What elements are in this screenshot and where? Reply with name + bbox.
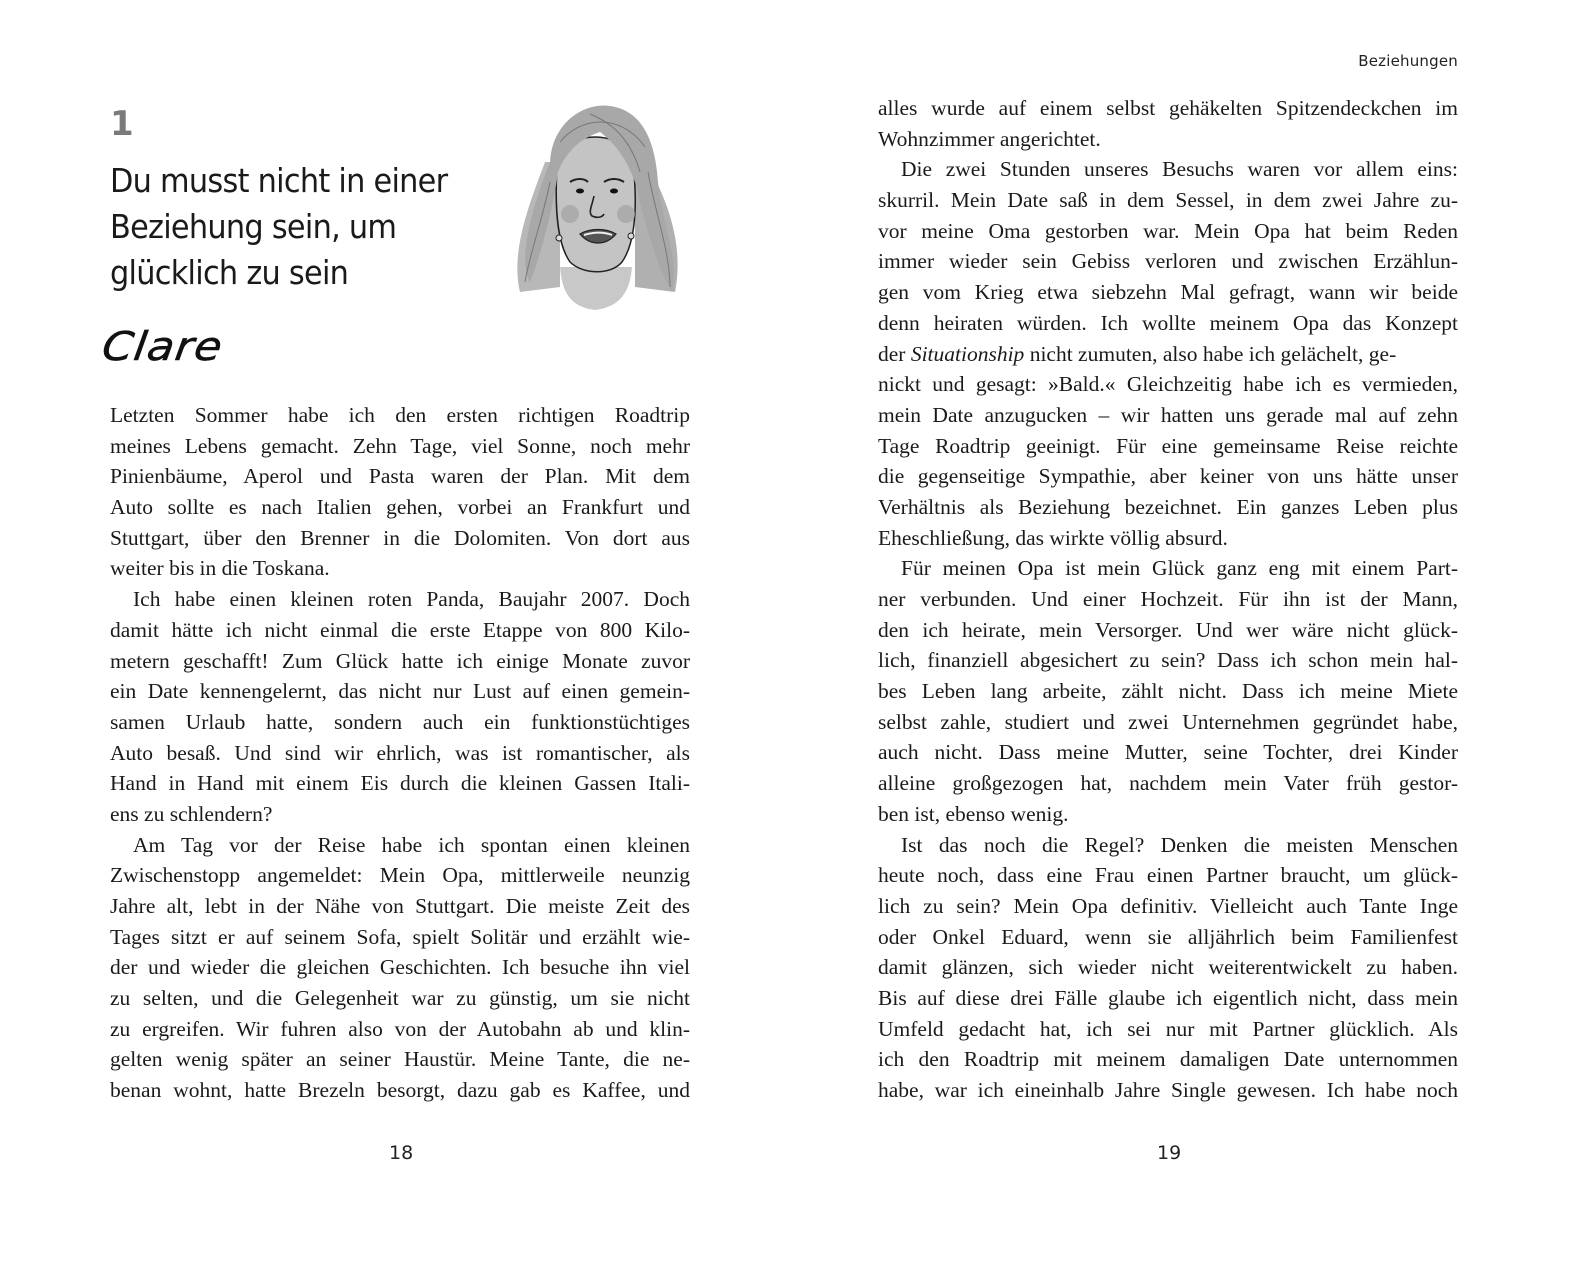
text-line: den ich heirate, mein Versorger. Und wer wäre nicht glück- bbox=[878, 617, 1458, 642]
chapter-title-line: Beziehung sein, um bbox=[110, 207, 397, 246]
text-line: Auto besaß. Und sind wir ehrlich, was ist romantischer, als bbox=[110, 740, 690, 765]
chapter-title-line: glücklich zu sein bbox=[110, 253, 349, 292]
text-line: benan wohnt, hatte Brezeln besorgt, dazu gab es Kaffee, und bbox=[110, 1078, 690, 1103]
text-line: lich, finanziell abgesichert zu sein? Dass ich schon mein hal- bbox=[878, 648, 1458, 673]
woman-portrait-icon bbox=[490, 92, 700, 312]
body-text bbox=[110, 400, 690, 1106]
text-line: metern geschafft! Zum Glück hatte ich einige Monate zuvor bbox=[110, 648, 690, 673]
text-line: Zwischenstopp angemeldet: Mein Opa, mittlerweile neunzig bbox=[110, 863, 690, 888]
text-line bbox=[878, 339, 1458, 370]
text-segment: nicht zumuten, also habe ich gelächelt, ge- bbox=[1024, 341, 1397, 366]
text-line: gen vom Krieg etwa siebzehn Mal gefragt, wann wir beide bbox=[878, 280, 1458, 305]
text-line: auch nicht. Dass meine Mutter, seine Tochter, drei Kinder bbox=[878, 740, 1458, 765]
text-line: Eheschließung, das wirkte völlig absurd. bbox=[878, 525, 1228, 550]
text-line: Bis auf diese drei Fälle glaube ich eigentlich nicht, dass mein bbox=[878, 985, 1458, 1010]
text-line: denn heiraten würden. Ich wollte meinem Opa das Konzept bbox=[878, 310, 1458, 335]
text-line: Umfeld gedacht hat, ich sei nur mit Partner glücklich. Als bbox=[878, 1016, 1458, 1041]
text-line: Am Tag vor der Reise habe ich spontan einen kleinen bbox=[133, 832, 690, 857]
text-line: Für meinen Opa ist mein Glück ganz eng mit einem Part- bbox=[901, 556, 1458, 581]
text-line: habe, war ich eineinhalb Jahre Single gewesen. Ich habe noch bbox=[878, 1078, 1458, 1102]
text-line: damit hätte ich nicht einmal die erste Etappe von 800 Kilo- bbox=[110, 617, 690, 642]
text-line: zu selten, und die Gelegenheit war zu günstig, um sie nicht bbox=[110, 986, 690, 1011]
text-segment: der bbox=[878, 341, 911, 366]
text-line: gelten wenig später an seiner Haustür. Meine Tante, die ne- bbox=[110, 1047, 690, 1072]
text-line: ben ist, ebenso wenig. bbox=[878, 801, 1069, 826]
text-line: nickt und gesagt: »Bald.« Gleichzeitig habe ich es vermieden, bbox=[878, 372, 1458, 397]
text-line: Tages sitzt er auf seinem Sofa, spielt Solitär und erzählt wie- bbox=[110, 924, 690, 949]
text-line: selbst zahle, studiert und zwei Unternehmen gegründet habe, bbox=[878, 709, 1458, 734]
text-line: alleine großgezogen hat, nachdem mein Vater früh gestor- bbox=[878, 771, 1458, 796]
text-line: ich den Roadtrip mit meinem damaligen Date unternommen bbox=[878, 1047, 1458, 1072]
text-line: Stuttgart, über den Brenner in die Dolomiten. Von dort aus bbox=[110, 525, 690, 550]
text-line: immer wieder sein Gebiss verloren und zwischen Erzählun- bbox=[878, 249, 1458, 274]
text-line: die gegenseitige Sympathie, aber keiner von uns hätte unser bbox=[878, 464, 1458, 489]
text-line: oder Onkel Eduard, wenn sie alljährlich beim Familienfest bbox=[878, 924, 1458, 949]
text-line: Ich habe einen kleinen roten Panda, Baujahr 2007. Doch bbox=[133, 587, 690, 612]
text-line: Hand in Hand mit einem Eis durch die kleinen Gassen Itali- bbox=[110, 771, 690, 796]
text-line: Letzten Sommer habe ich den ersten richtigen Roadtrip bbox=[110, 403, 690, 427]
text-line: Jahre alt, lebt in der Nähe von Stuttgart. Die meiste Zeit des bbox=[110, 894, 690, 918]
author-signature: Clare bbox=[99, 323, 226, 370]
text-line: lich zu sein? Mein Opa definitiv. Vielleicht auch Tante Inge bbox=[878, 893, 1458, 918]
text-line: ner verbunden. Und einer Hochzeit. Für ihn ist der Mann, bbox=[878, 587, 1458, 611]
text-line: ens zu schlendern? bbox=[110, 801, 273, 826]
text-line: meines Lebens gemacht. Zehn Tage, viel Sonne, noch mehr bbox=[110, 433, 690, 458]
chapter-number: 1 bbox=[110, 104, 134, 144]
text-line: weiter bis in die Toskana. bbox=[110, 556, 330, 581]
text-line: Tage Roadtrip geeinigt. Für eine gemeinsame Reise reichte bbox=[878, 433, 1458, 458]
running-head: Beziehungen bbox=[1358, 52, 1458, 70]
text-line: Ist das noch die Regel? Denken die meisten Menschen bbox=[901, 832, 1458, 857]
text-line: Verhältnis als Beziehung bezeichnet. Ein ganzes Leben plus bbox=[878, 494, 1458, 519]
right-page bbox=[797, 0, 1594, 1270]
chapter-title-line: Du musst nicht in einer bbox=[110, 161, 448, 200]
text-line: heute noch, dass eine Frau einen Partner braucht, um glück- bbox=[878, 863, 1458, 888]
chapter-title bbox=[110, 158, 460, 296]
italic-term: Situationship bbox=[910, 341, 1025, 366]
body-text bbox=[878, 93, 1458, 1106]
text-line: damit glänzen, sich wieder nicht weiterentwickelt zu haben. bbox=[878, 955, 1458, 980]
text-line: mein Date anzugucken – wir hatten uns gerade mal auf zehn bbox=[878, 402, 1458, 427]
text-line: ein Date kennengelernt, das nicht nur Lust auf einen gemein- bbox=[110, 679, 690, 704]
text-line: Auto sollte es nach Italien gehen, vorbei an Frankfurt und bbox=[110, 495, 690, 520]
page-number: 19 bbox=[1157, 1142, 1182, 1164]
text-line: Die zwei Stunden unseres Besuchs waren vor allem eins: bbox=[901, 157, 1458, 182]
text-line: alles wurde auf einem selbst gehäkelten Spitzendeckchen im bbox=[878, 96, 1458, 120]
text-line: vor meine Oma gestorben war. Mein Opa hat beim Reden bbox=[878, 218, 1458, 243]
text-line: bes Leben lang arbeite, zählt nicht. Dass ich meine Miete bbox=[878, 679, 1458, 704]
text-line: der und wieder die gleichen Geschichten. Ich besuche ihn viel bbox=[110, 955, 690, 980]
text-line: Pinienbäume, Aperol und Pasta waren der Plan. Mit dem bbox=[110, 464, 690, 489]
text-line: skurril. Mein Date saß in dem Sessel, in dem zwei Jahre zu- bbox=[878, 188, 1458, 213]
text-line: zu ergreifen. Wir fuhren also von der Autobahn ab und klin- bbox=[110, 1016, 690, 1041]
text-line: Wohnzimmer angerichtet. bbox=[878, 126, 1101, 151]
page-number: 18 bbox=[389, 1142, 414, 1164]
text-line: samen Urlaub hatte, sondern auch ein funktionstüchtiges bbox=[110, 709, 690, 734]
